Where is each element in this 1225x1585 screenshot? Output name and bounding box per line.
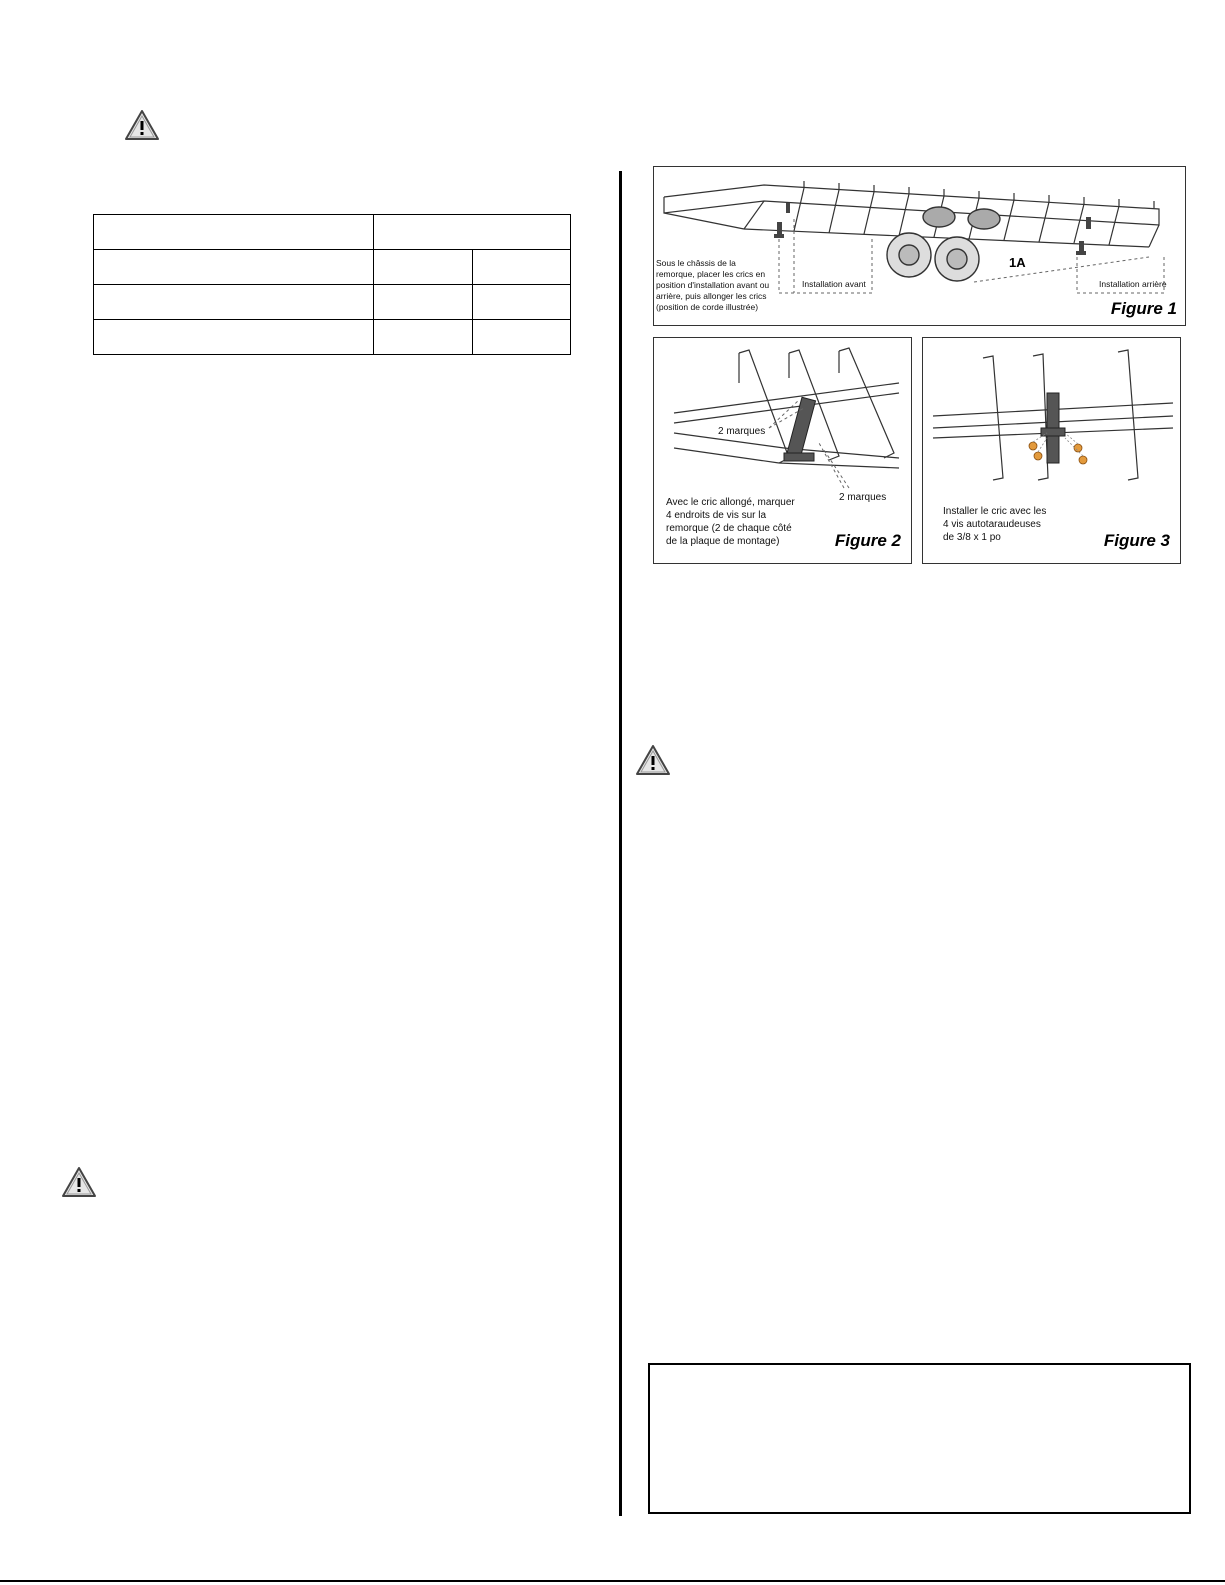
figure-1-label-front: Installation avant [802,279,866,289]
page-bottom-rule [0,1580,1225,1582]
figure-3-note: Installer le cric avec les 4 vis autotaraudeuses de 3/8 x 1 po [943,506,1047,543]
figure-1-label-rear: Installation arrière [1099,279,1167,289]
figure-2-note: Avec le cric allongé, marquer 4 endroits de vis sur la remorque (2 de chaque côté de la plaque de montage) [666,497,795,547]
table-cell [473,285,571,320]
warning-triangle-icon [61,1166,97,1198]
table-row [94,250,571,285]
figure-1-label-1a: 1A [1009,255,1026,270]
table-cell [94,250,374,285]
figure-3 [922,337,1181,564]
warning-triangle-icon [124,109,160,141]
table-row [94,320,571,355]
notice-box [648,1363,1191,1514]
warning-triangle-icon [635,744,671,776]
table-cell [374,285,473,320]
figure-1 [653,166,1186,326]
table-cell [94,215,374,250]
table-cell [94,320,374,355]
figure-1-caption: Figure 1 [1110,299,1177,318]
table-row [94,285,571,320]
table-cell [473,320,571,355]
spec-table [93,214,571,355]
figure-2 [653,337,912,564]
table-cell [473,250,571,285]
table-cell [374,215,571,250]
figure-1-note: Sous le châssis de la remorque, placer les crics en position d'installation avant ou arrière, puis allonger les crics (position de corde illustrée) [656,258,770,312]
figure-3-caption: Figure 3 [1103,531,1170,550]
figure-2-caption: Figure 2 [834,531,901,550]
column-divider [619,171,622,1516]
table-row [94,215,571,250]
table-cell [374,320,473,355]
figure-2-marks-top: 2 marques [718,426,766,437]
table-cell [374,250,473,285]
table-cell [94,285,374,320]
figure-2-marks-bottom: 2 marques [839,492,887,503]
